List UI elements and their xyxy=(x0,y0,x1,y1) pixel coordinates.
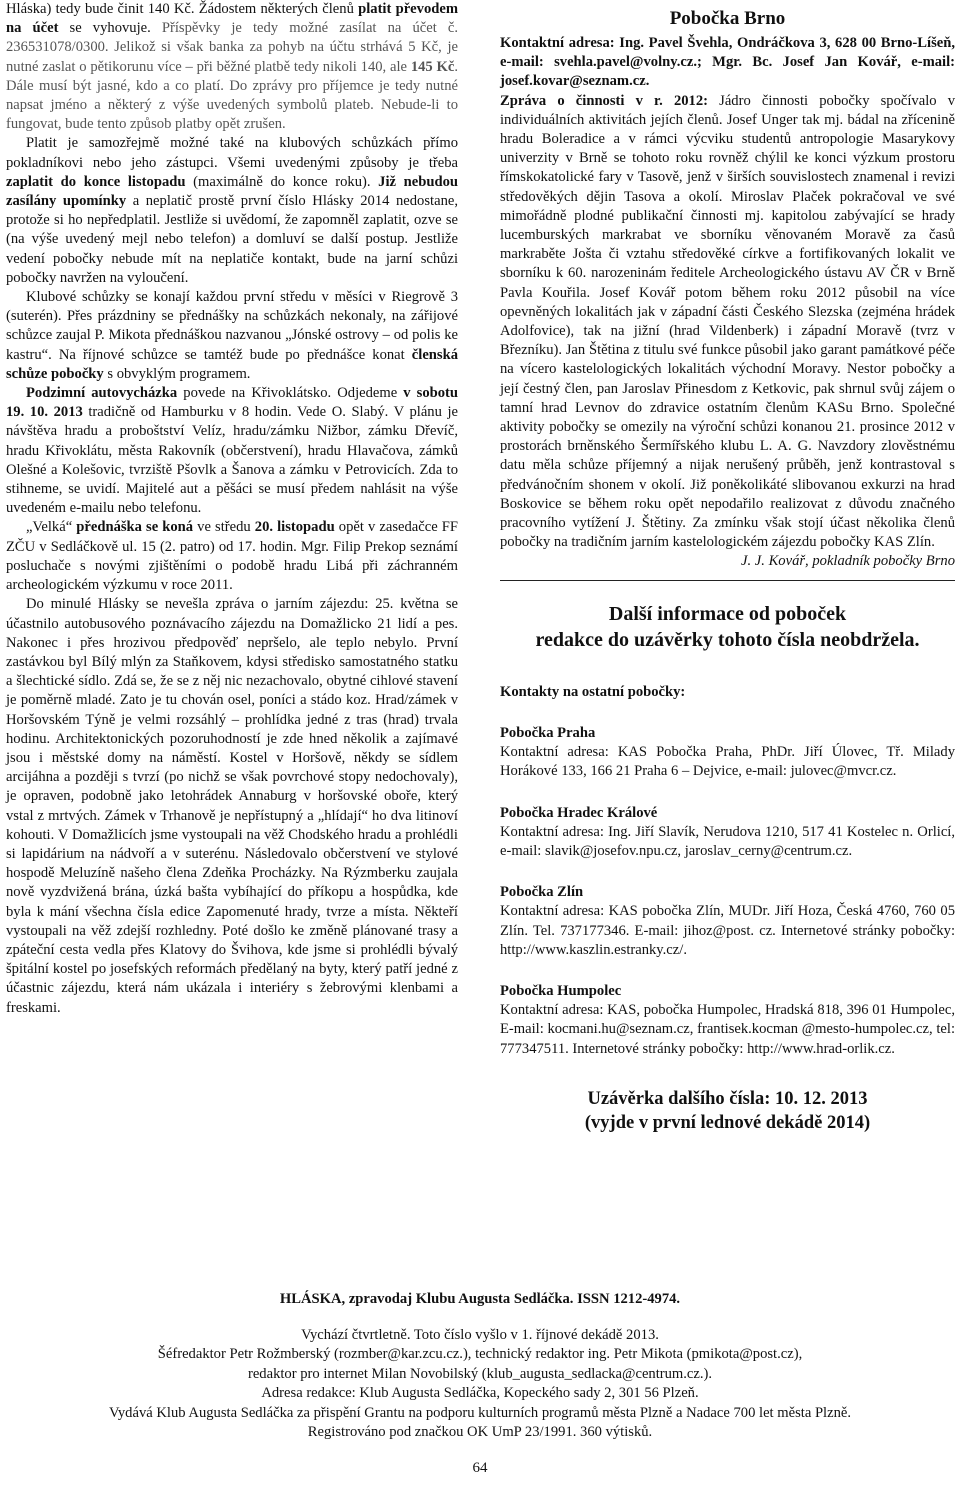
colophon-title: HLÁSKA, zpravodaj Klubu Augusta Sedláčka. ISSN 1212-4974. xyxy=(279,1291,681,1307)
paragraph-payment-deadline: Platit je samozřejmě možné také na klubových schůzkách přímo pokladníkovi nebo jeho zástupci. Všemi uvedenými způsoby je třeba zaplatit do konce listopadu (maximálně do konce roku). Již nebudou zasílány upomínky a neplatič prostě první číslo Hlásky 2014 nedostane, protože si ho nepředplatil. Jestliže si uvědomí, že zapomněl zaplatit, ozve se (na výše uvedený mejl nebo telefon) a domluví se další postup. Jestliže vedení pobočky nebude mít na neplatiče kontakt, bude na jarní schůzi pobočky navržen na vyloučení. xyxy=(6,135,459,286)
colophon-line: redaktor pro internet Milan Novobilský (klub_augusta_sedlacka@centrum.cz.). xyxy=(247,1365,713,1382)
no-info-notice: Další informace od poboček redakce do uzávěrky tohoto čísla neobdržela. xyxy=(535,602,920,651)
praha-contact: Kontaktní adresa: KAS Pobočka Praha, PhDr. Jiří Úlovec, Tř. Milady Horákové 133, 166 21 Praha 6 – Dejvice, e-mail: julovec@mvcr.cz. xyxy=(500,744,955,780)
zlin-contact: Kontaktní adresa: KAS pobočka Zlín, MUDr. Jiří Hoza, Česká 4760, 760 05 Zlín. Tel. 737177346. E-mail: jihoz@post. cz. Internetové stránky pobočky: http://www.kaszlin.estranky.cz/. xyxy=(500,903,955,958)
next-issue-deadline: Uzávěrka dalšího čísla: 10. 12. 2013 (vyjde v první lednové dekádě 2014) xyxy=(584,1088,871,1133)
colophon xyxy=(40,1290,920,1443)
brno-report: Zpráva o činnosti v r. 2012: Jádro činnosti pobočky spočívalo v individuálních aktivitách jejích členů. Josef Unger tak mj. bádal na zřícenině hradu Boleradice a v rámci výcviku studentů antropologie Masarykovy univerzity v Brně se tohoto roku rovněž chýlil ke konci výzkum prostoru římskokatolické fary v Tasově, jenž v širších souvislostech znamenal i revizi středověkých dějin Tasova a okolí. Miroslav Plaček pokračoval ve své mimořádně plodné publikační činnosti mj. kapitolou zabývající se hrady lucemburských markrabat ve sborníku věnovaném Moravě za časů markraběte Jošta či vztahu středověké církve a fortifikovaných lokalit ve sborníku k 60. narozeninám ředitele Archeologického ústavu AV ČR v Brně Pavla Kouřila. Josef Kovář potom během roku 2012 působil na více opevněných lokalitách jak v západní části Českého Slezska (zejména hrádek Adolfovice), tak na jižní (hrad Vildenberk) i západní Moravě (tvrz v Březníku). Jan Štětina z titulu své funkce působil jako garant památkové péče na vícero kastelologických lokalitách východní Moravy. Nestor pobočky a její čestný člen, pan Jaroslav Přinesdom z Ketkovic, pak shrnul svůj zájem o tamní hrad Levnov do zdravice ostatním členům KASu Brno. Společné aktivity pobočky se omezily na výroční schůzi konanou 21. prosince 2012 v prostorách brněnského Šermířského klubu L. A. G. Navzdory zlověstnému datu měla schůze příjemný a nijak nerušený průběh, jenž kontrastoval s předvánočním shonem v okolí. Již poněkolikáté slibovanou exkurzi na hrad Boskovice se během roku opět nepodařilo realizovat z důvodu značného pracovního vytížení J. Štětiny. Za zmínku však stojí účast několika členů pobočky na tradičním jarním kastelologickém zájezdu pobočky KAS Zlín. xyxy=(500,92,955,551)
right-column xyxy=(500,0,955,1135)
hradec-heading: Pobočka Hradec Králové xyxy=(500,804,658,821)
divider xyxy=(500,580,955,581)
brno-contact: Kontaktní adresa: Ing. Pavel Švehla, Ondráčkova 3, 628 00 Brno-Líšeň, e-mail: svehla.pavel@volny.cz.; Mgr. Bc. Josef Jan Kovář, e-mail: josef.kovar@seznam.cz. xyxy=(500,35,955,90)
brno-signature: J. J. Kovář, pokladník pobočky Brno xyxy=(741,553,955,570)
zlin-heading: Pobočka Zlín xyxy=(500,884,584,901)
praha-heading: Pobočka Praha xyxy=(500,724,596,741)
brno-heading: Pobočka Brno xyxy=(669,8,786,29)
humpolec-contact: Kontaktní adresa: KAS, pobočka Humpolec, Hradská 818, 396 01 Humpolec, E-mail: kocmani.hu@seznam.cz, frantisek.kocman @mesto-humpolec.cz, tel: 777347511. Internetové stránky pobočky: http://www.hrad-orlik.cz. xyxy=(500,1002,955,1057)
colophon-line: Šéfredaktor Petr Rožmberský (rozmber@kar.zcu.cz.), technický redaktor ing. Petr Mikota (pmikota@post.cz), xyxy=(157,1346,803,1362)
paragraph-spring-trip: Do minulé Hlásky se nevešla zpráva o jarním zájezdu: 25. května se účastnilo autobusového poznávacího zájezdu na Domažlicko 21 lidí a pes. Nakonec i přes hrozivou předpověď nepršelo, ale teplo nebylo. První zastávkou byl Bílý mlýn za Staňkovem, kdysi středisko samostatného statku a šlechtické sídlo. Zdá se, že se z něj nic nezachovalo, obytné cihlové stavení je poměrně mladé. Zato je tu chován osel, poníci a stádo koz. Hrad/zámek v Horšovském Týně je velmi rozsáhlý – prohlídka jedné z tras (hrad) trvala hodinu. Architektonických pozoruhodností je zde hned několik a zajímavé jsou i městské domy na náměstí. Kostel v Horšově, někdy se sídlem arcijáhna a později s tvrzí (po nichž se však povrchové stopy nedochovaly), je opraven, podobně jako letohrádek Annaburg v horšovské oboře, který vstal z mrtvých. Zámek v Trhanově je nepřístupný a „hlídají“ ho dva litinoví kohouti. V Domažlicích jsme vystoupali na věž Chodského hradu a prohlédli si lapidárium na nádvoří a v suterénu. Následovalo občerstvení ve stylové hospodě Meluzíně našeho člena Zdeňka Procházky. Na Rýzmberku zaujala nově vyzdvižená brána, úzká bašta vybíhající do příkopu a hospůdka, kde byla k mání všechna čísla edice Zapomenuté hrady, tvrze a místa. Někteří vystoupali na věž zdejší rozhledny. Poté došlo ke změně plánované trasy a zpáteční cesta vedla přes Klatovy do Švihova, kde jsme si prohlédli bývalý špitální kostel po josefských reformách předělaný na byty, který patří jedné z účastnic zájezdu, která nám ukázala i interiéry s žebrovými klenbami a freskami. xyxy=(6,596,458,1016)
left-column xyxy=(6,0,458,1018)
humpolec-heading: Pobočka Humpolec xyxy=(500,982,622,999)
colophon-line: Adresa redakce: Klub Augusta Sedláčka, Kopeckého sady 2, 301 56 Plzeň. xyxy=(261,1385,699,1401)
colophon-line: Vydává Klub Augusta Sedláčka za přispění Grantu na podporu kulturních programů města Plzně a Nadace 700 let města Plzně. xyxy=(108,1404,852,1421)
colophon-line: Vychází čtvrtletně. Toto číslo vyšlo v 1. říjnové dekádě 2013. xyxy=(301,1326,659,1343)
paragraph-meetings: Klubové schůzky se konají každou první středu v měsíci v Riegrově 3 (suterén). Přes prázdniny se přednášky na schůzkách nekonaly, na zářijové schůzce zaujal P. Mikota přednáškou nazvanou „Jónské ostrovy – od polis ke kastru“. Na říjnové schůzce se tamtéž bude po přednášce konat členská schůze pobočky s obvyklým programem. xyxy=(6,289,458,382)
paragraph-payment: Hláska) tedy bude činit 140 Kč. Žádostem některých členů platit převodem na účet se vyhovuje. Příspěvky je tedy možné zasílat na účet č. 236531078/0300. Jelikož si však banka za pohyb na účtu strhává 5 Kč, je nutné zaslat o pětikorunu více – při běžné platbě tedy nikoli 140, ale 145 Kč. Dále musí být jasné, kdo a co platí. Do zprávy pro příjemce je tedy nutné napsat jméno a některý z výše uvedených symbolů plateb. Nebude-li to fungovat, bude tento způsob platby opět zrušen. xyxy=(6,1,458,133)
contacts-heading: Kontakty na ostatní pobočky: xyxy=(500,683,686,700)
page-number: 64 xyxy=(472,1460,488,1476)
hradec-contact: Kontaktní adresa: Ing. Jiří Slavík, Nerudova 1210, 517 41 Kostelec n. Orlicí, e-mail: slavik@josefov.npu.cz, jaroslav_cerny@centrum.cz. xyxy=(500,823,955,859)
colophon-line: Registrováno pod značkou OK UmP 23/1991. 360 výtisků. xyxy=(307,1424,653,1440)
paragraph-autovychazka: Podzimní autovycházka povede na Křivoklátsko. Odjedeme v sobotu 19. 10. 2013 tradičně od Hamburku v 8 hodin. Vede O. Slabý. V plánu je návštěva hradu a proboštství Velíz, hradu/zámku Nižbor, zámku Dřevíč, hradu Křivoklátu, města Rakovník (občerstvení), hradu Hlavačova, zámků Olešné a Kolešovic, tvrziště Pšovlk a Šanova a zámku v Petrovicích. Zda to stihneme, se uvidí. Majitelé aut a pěšáci se musí předem nahlásit na výše uvedeném e-mailu nebo telefonu. xyxy=(6,385,459,517)
paragraph-lecture: „Velká“ přednáška se koná ve středu 20. listopadu opět v zasedačce FF ZČU v Sedláčkově ul. 15 (2. patro) od 17. hodin. Mgr. Filip Prekop seznámí posluchače s novými zjištěními o podobě hradu Libá při záchranném archeologickém výzkumu v roce 2011. xyxy=(6,519,458,594)
